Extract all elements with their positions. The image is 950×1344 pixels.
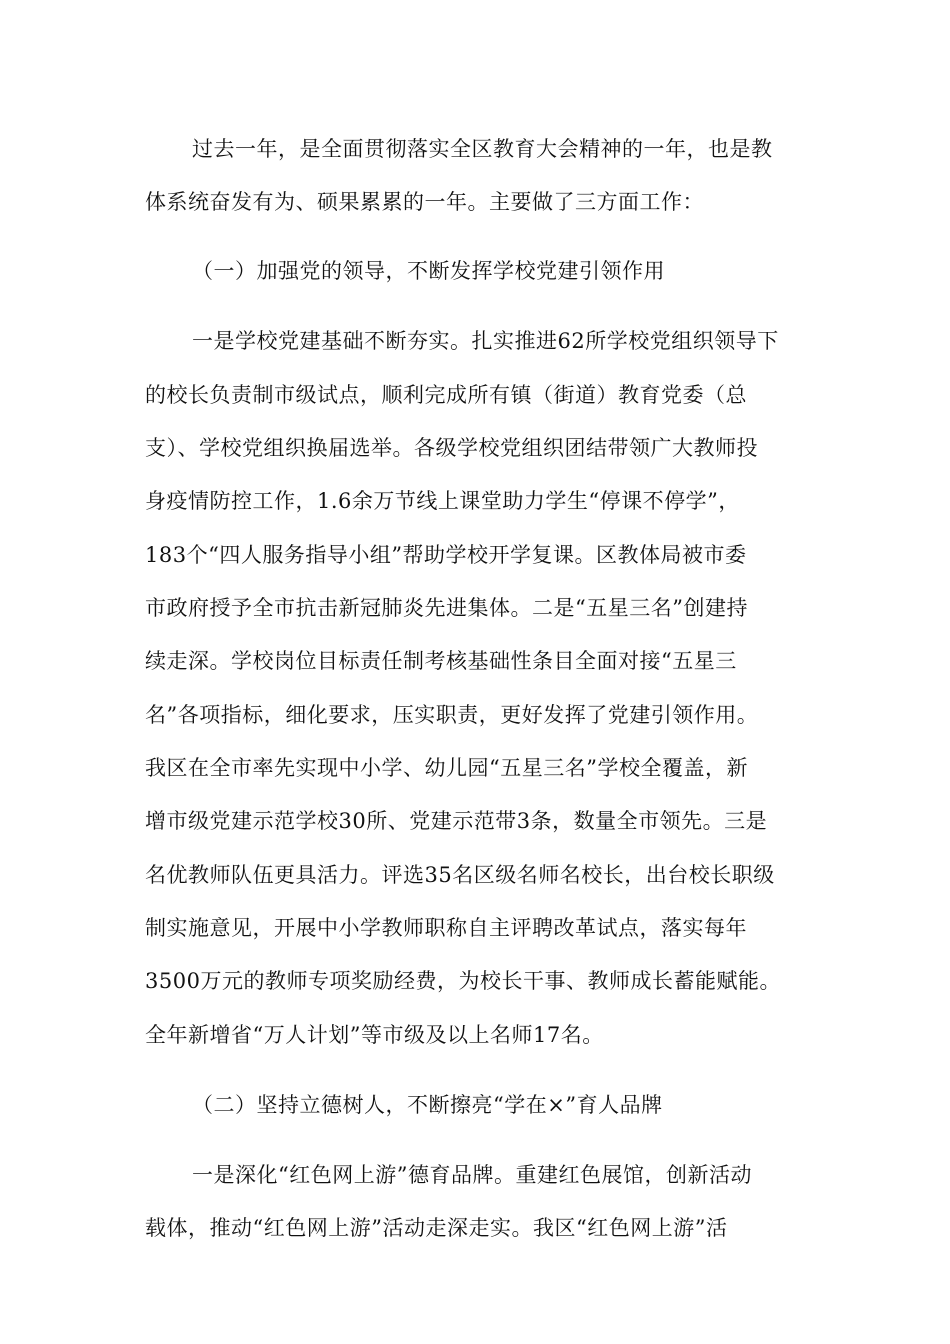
paragraph-line: 制实施意见，开展中小学教师职称自主评聘改革试点，落实每年 <box>145 916 747 940</box>
paragraph-line: 支）、学校党组织换届选举。各级学校党组织团结带领广大教师投 <box>145 436 758 460</box>
paragraph-line: 一是学校党建基础不断夯实。扎实推进62所学校党组织领导下 <box>192 329 779 353</box>
paragraph-line: 全年新增省“万人计划”等市级及以上名师17名。 <box>145 1023 604 1047</box>
paragraph-line: 增市级党建示范学校30所、党建示范带3条，数量全市领先。三是 <box>145 809 768 833</box>
paragraph-line: 体系统奋发有为、硕果累累的一年。主要做了三方面工作： <box>145 190 704 214</box>
paragraph-line: 我区在全市率先实现中小学、幼儿园“五星三名”学校全覆盖，新 <box>145 756 748 780</box>
paragraph-line: 的校长负责制市级试点，顺利完成所有镇（街道）教育党委（总 <box>145 383 747 407</box>
paragraph-line: 名”各项指标，细化要求，压实职责，更好发挥了党建引领作用。 <box>145 703 759 727</box>
paragraph-line: 名优教师队伍更具活力。评选35名区级名师名校长，出台校长职级 <box>145 863 775 887</box>
paragraph-line: 载体，推动“红色网上游”活动走深走实。我区“红色网上游”活 <box>145 1216 728 1240</box>
section-heading: （一）加强党的领导，不断发挥学校党建引领作用 <box>192 259 665 283</box>
paragraph-line: 身疫情防控工作，1.6余万节线上课堂助力学生“停课不停学”， <box>145 489 740 513</box>
section-heading: （二）坚持立德树人，不断擦亮“学在×”育人品牌 <box>192 1093 663 1117</box>
paragraph-line: 市政府授予全市抗击新冠肺炎先进集体。二是“五星三名”创建持 <box>145 596 748 620</box>
paragraph-line: 183个“四人服务指导小组”帮助学校开学复课。区教体局被市委 <box>145 543 747 567</box>
paragraph-line: 一是深化“红色网上游”德育品牌。重建红色展馆，创新活动 <box>192 1163 752 1187</box>
paragraph-line: 3500万元的教师专项奖励经费，为校长干事、教师成长蓄能赋能。 <box>145 969 781 993</box>
paragraph-line: 过去一年，是全面贯彻落实全区教育大会精神的一年，也是教 <box>192 137 773 161</box>
paragraph-line: 续走深。学校岗位目标责任制考核基础性条目全面对接“五星三 <box>145 649 737 673</box>
